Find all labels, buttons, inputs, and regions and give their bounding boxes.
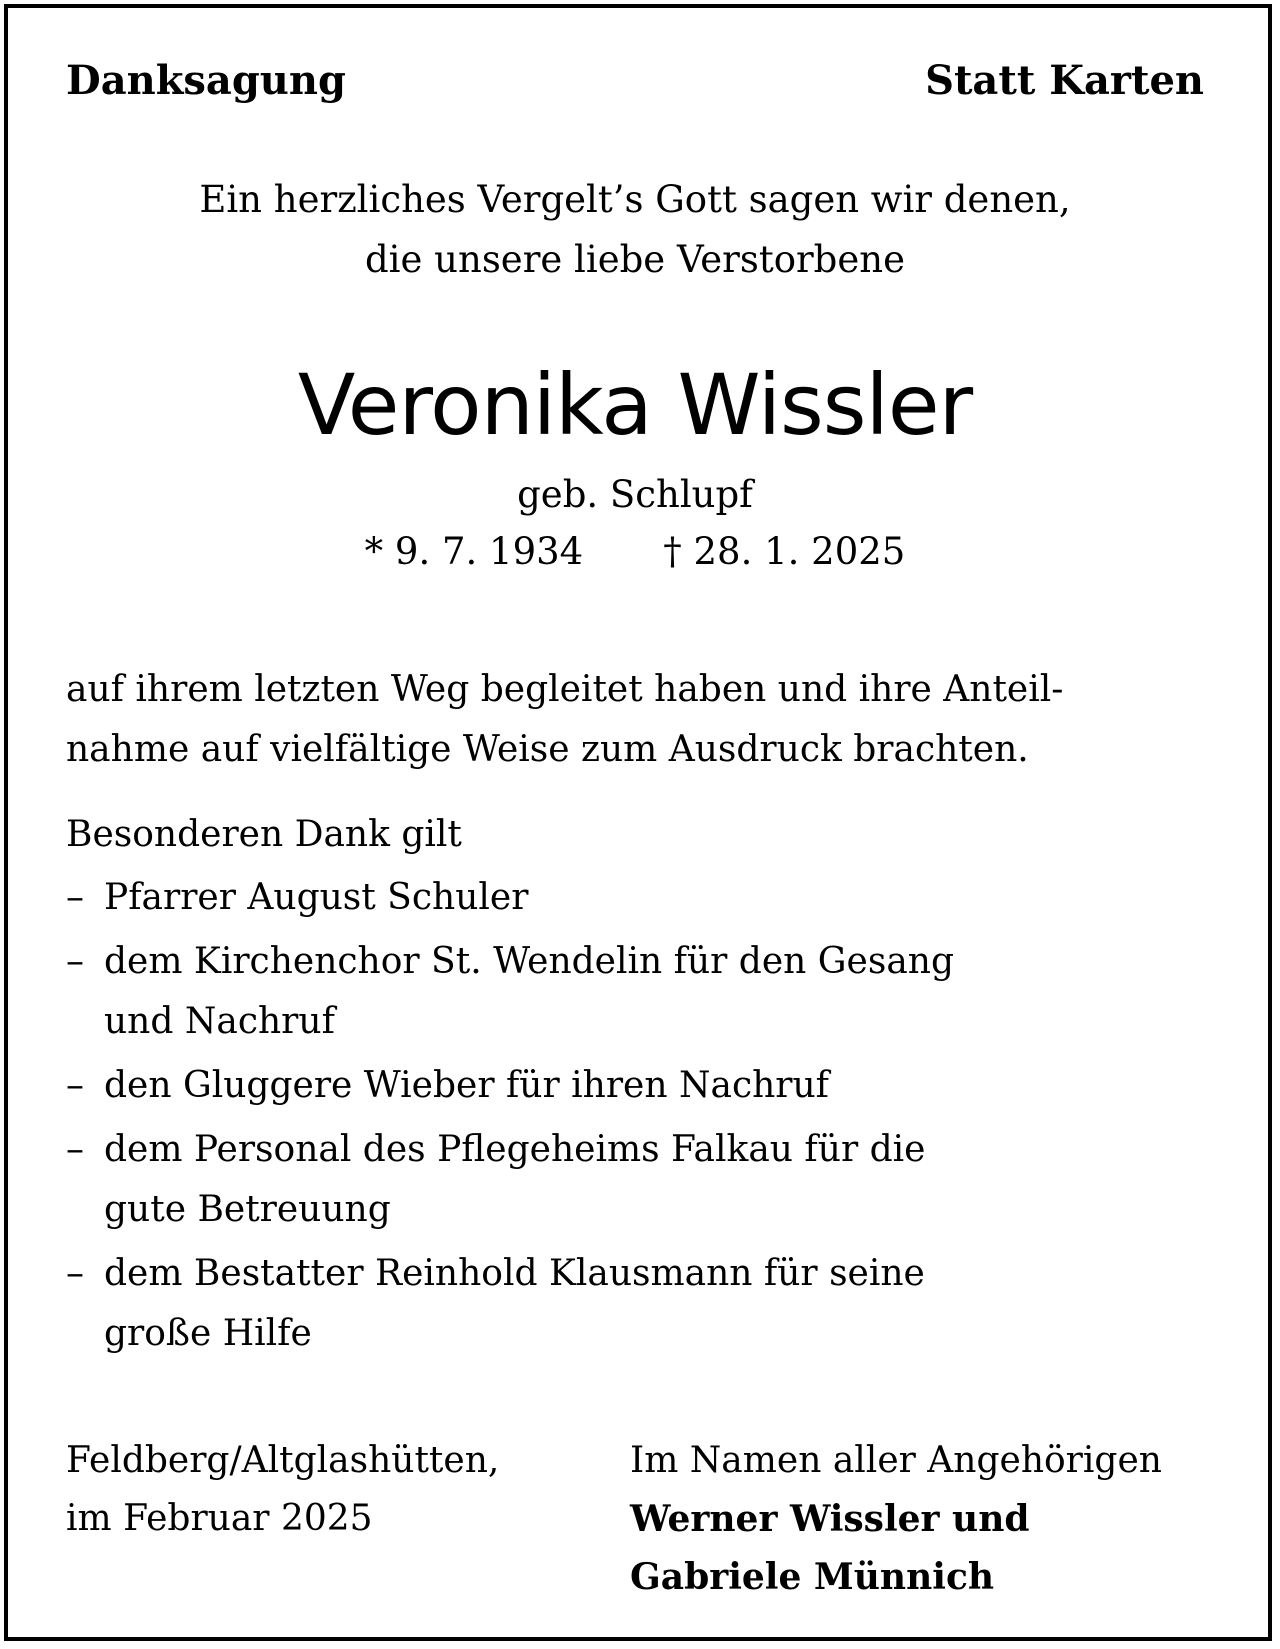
dash-bullet: – <box>66 1065 84 1106</box>
dash-bullet: – <box>66 877 84 918</box>
thanks-list <box>66 868 1204 1368</box>
list-item <box>66 1056 1204 1116</box>
list-item <box>66 1244 1204 1364</box>
list-item <box>66 868 1204 928</box>
dash-bullet: – <box>66 941 84 982</box>
heading-statt-karten: Statt Karten <box>925 57 1204 104</box>
birth-name: geb. Schlupf <box>517 473 753 516</box>
on-behalf-text: Im Namen aller Angehörigen <box>630 1440 1162 1481</box>
signer-1: Werner Wissler und <box>630 1498 1030 1540</box>
body-paragraph <box>66 660 1204 780</box>
body-line-1: auf ihrem letzten Weg begleitet haben und ihre Anteil- <box>66 669 1064 710</box>
list-item <box>66 932 1204 1052</box>
date: im Februar 2025 <box>66 1498 373 1539</box>
place-and-date <box>66 1432 499 1548</box>
dash-bullet: – <box>66 1129 84 1170</box>
list-item-line: gute Betreuung <box>104 1189 391 1230</box>
list-item-line: Pfarrer August Schuler <box>104 877 529 918</box>
place: Feldberg/Altglashütten, <box>66 1440 500 1481</box>
signer-2: Gabriele Münnich <box>630 1556 995 1598</box>
thanks-intro: Besonderen Dank gilt <box>66 814 462 855</box>
deceased-name: Veronika Wissler <box>297 356 973 454</box>
life-dates <box>66 527 1204 577</box>
list-item-line: dem Bestatter Reinhold Klausmann für seine <box>104 1253 925 1294</box>
list-item <box>66 1120 1204 1240</box>
list-item-line: große Hilfe <box>104 1313 312 1354</box>
body-line-2: nahme auf vielfältige Weise zum Ausdruck brachten. <box>66 729 1029 770</box>
intro-line-1: Ein herzliches Vergelt’s Gott sagen wir denen, <box>199 178 1071 221</box>
intro-line-2: die unsere liebe Verstorbene <box>364 238 905 281</box>
list-item-line: den Gluggere Wieber für ihren Nachruf <box>104 1065 830 1106</box>
header-row <box>66 56 1204 106</box>
birth-date: * 9. 7. 1934 <box>364 530 584 573</box>
heading-danksagung: Danksagung <box>66 57 346 104</box>
list-item-line: und Nachruf <box>104 1001 335 1042</box>
death-date: † 28. 1. 2025 <box>663 530 906 573</box>
dash-bullet: – <box>66 1253 84 1294</box>
signature-block <box>630 1432 1162 1606</box>
list-item-line: dem Kirchenchor St. Wendelin für den Gesang <box>104 941 955 982</box>
intro-text <box>66 170 1204 290</box>
list-item-line: dem Personal des Pflegeheims Falkau für die <box>104 1129 926 1170</box>
